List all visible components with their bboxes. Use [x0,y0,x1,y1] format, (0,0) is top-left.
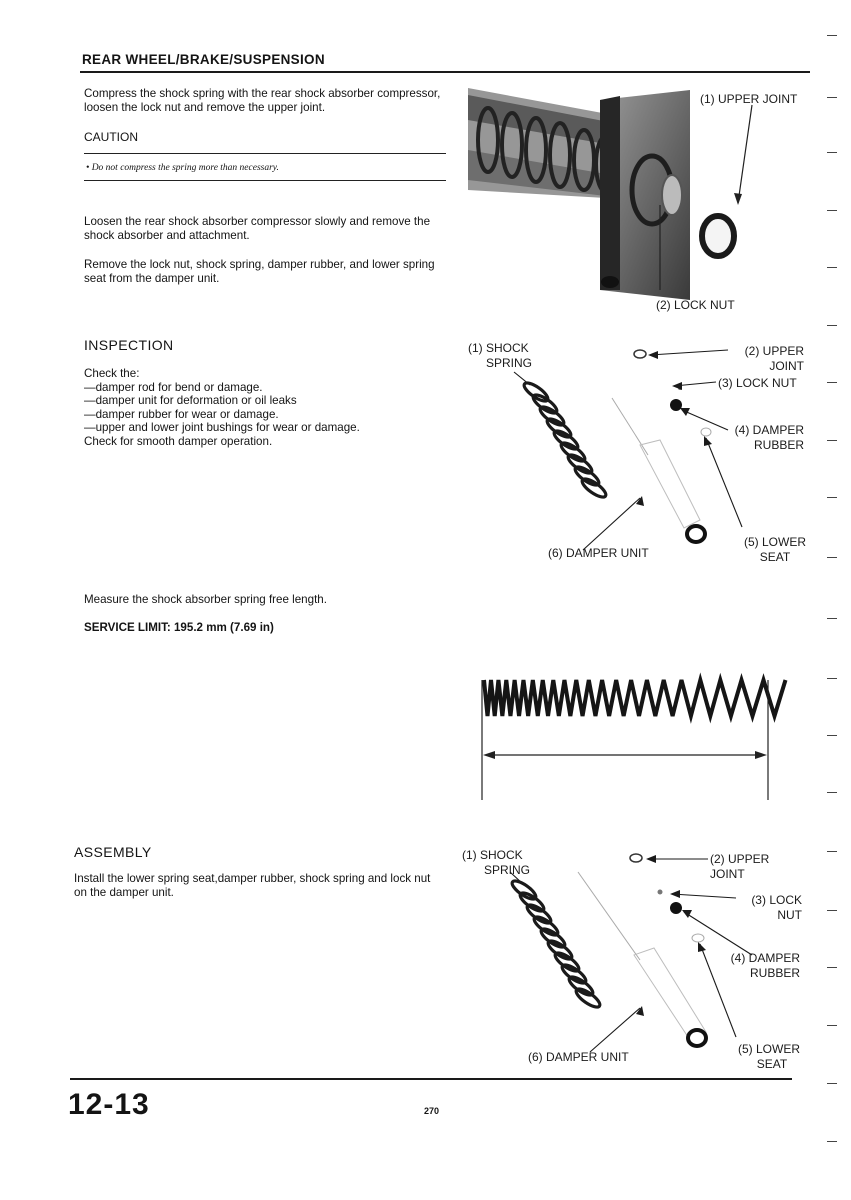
fig2-label-shock-spring: (1) SHOCK SPRING [468,341,533,370]
fig3-label-shock-spring: (1) SHOCK SPRING [462,848,531,877]
margin-tick [827,35,837,36]
fig2-label-lock-nut: (3) LOCK NUT [718,376,797,390]
caution-title: CAUTION [84,130,138,144]
margin-tick [827,210,837,211]
margin-tick [827,967,837,968]
margin-tick [827,440,837,441]
inspection-title: INSPECTION [84,337,174,353]
fig3-label-upper-joint: (2) UPPER JOINT [710,852,770,881]
fig2-label-lower-seat: (5) LOWER SEAT [743,535,806,564]
service-limit: SERVICE LIMIT: 195.2 mm (7.69 in) [84,621,274,634]
shock-spring-drawing-2 [510,878,603,1010]
margin-tick [827,851,837,852]
section-title: REAR WHEEL/BRAKE/SUSPENSION [82,52,325,67]
margin-tick [827,497,837,498]
assembly-title: ASSEMBLY [74,844,152,860]
assembly-text: Install the lower spring seat,damper rubber, shock spring and lock nut on the damper unit. [74,872,431,899]
caution-item: • Do not compress the spring more than necessary. [86,163,279,173]
measure-text: Measure the shock absorber spring free length. [84,593,327,606]
margin-tick [827,910,837,911]
fig3-label-lower-seat: (5) LOWER SEAT [737,1042,800,1071]
fig3-label-damper-rubber: (4) DAMPER RUBBER [730,951,800,980]
fig2-label-damper-unit: (6) DAMPER UNIT [548,546,649,560]
inspection-line: —upper and lower joint bushings for wear or damage. [84,421,360,434]
inspection-line: —damper rod for bend or damage. [84,380,263,394]
fig3-label-damper-unit: (6) DAMPER UNIT [528,1050,629,1064]
fig1-label-upper-joint: (1) UPPER JOINT [700,92,798,106]
inspection-line: Check for smooth damper operation. [84,434,273,448]
margin-tick [827,97,837,98]
removal-step-2: Loosen the rear shock absorber compressor slowly and remove the shock absorber and attachment. [84,215,431,242]
margin-tick [827,678,837,679]
margin-tick [827,735,837,736]
page-number: 12-13 [68,1088,150,1121]
fig2-label-upper-joint: (2) UPPER JOINT [744,344,804,373]
fig1-label-lock-nut: (2) LOCK NUT [656,298,735,312]
margin-tick [827,382,837,383]
margin-tick [827,1025,837,1026]
folio-number: 270 [424,1106,440,1116]
fig3-label-lock-nut: (3) LOCK NUT [751,893,802,922]
margin-tick [827,152,837,153]
removal-step-1: Compress the shock spring with the rear shock absorber compressor, loosen the lock nut and remove the upper joint. [84,87,441,114]
margin-tick [827,325,837,326]
margin-tick [827,1083,837,1084]
inspection-line: —damper unit for deformation or oil leaks [84,394,297,407]
margin-tick [827,557,837,558]
margin-tick [827,267,837,268]
inspection-line: Check the: [84,367,140,380]
margin-tick [827,792,837,793]
footer-rule [70,1078,792,1080]
removal-step-3: Remove the lock nut, shock spring, damper rubber, and lower spring seat from the damper unit. [84,258,435,285]
margin-tick [827,618,837,619]
inspection-line: —damper rubber for wear or damage. [84,407,279,421]
fig2-label-damper-rubber: (4) DAMPER RUBBER [734,423,804,452]
margin-tick [827,1141,837,1142]
